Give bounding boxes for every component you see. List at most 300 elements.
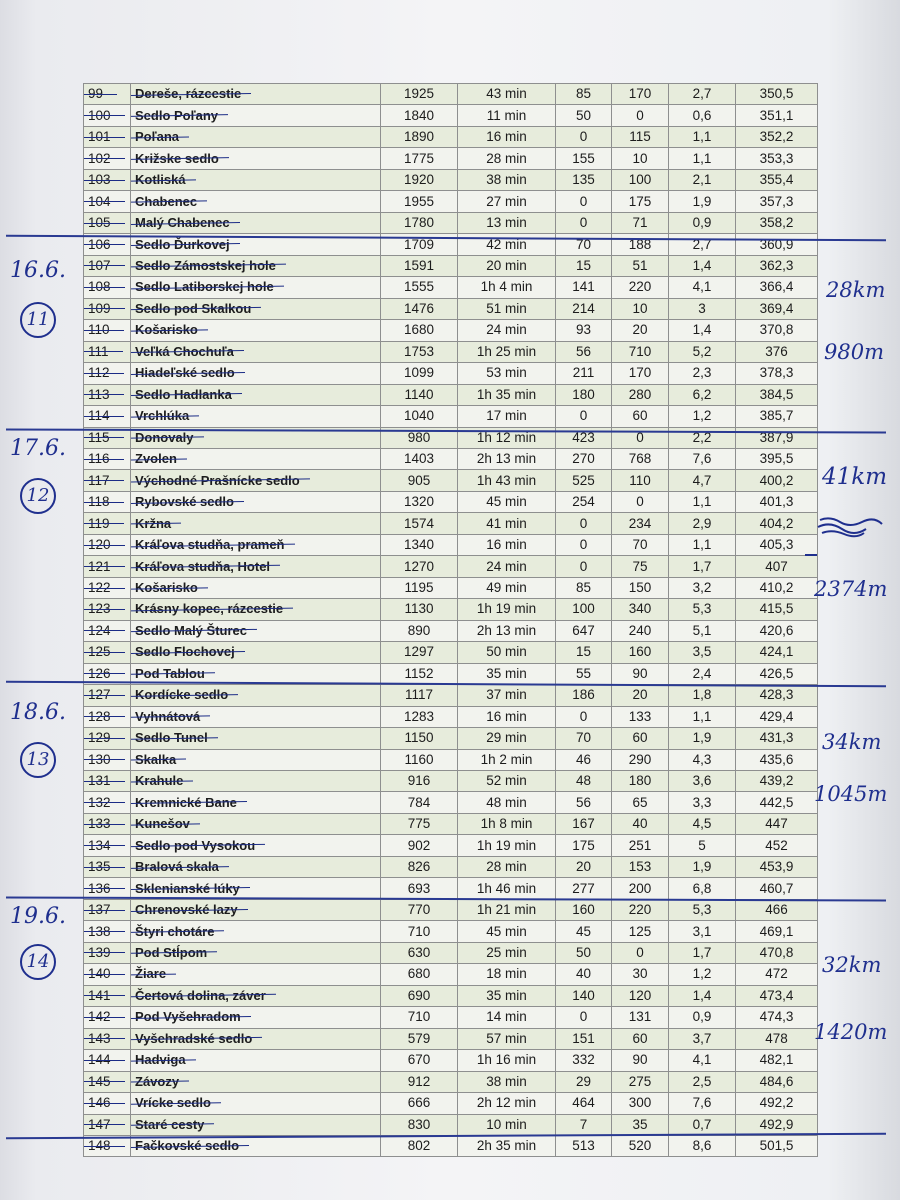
stage-number: 99 bbox=[88, 86, 104, 102]
walk-time: 2h 35 min bbox=[476, 1138, 537, 1154]
descent: 150 bbox=[628, 580, 652, 596]
distance: 0,9 bbox=[692, 215, 712, 231]
handwritten-day-number: 14 bbox=[20, 944, 56, 980]
cumulative-distance: 473,4 bbox=[759, 987, 794, 1003]
walk-time: 1h 46 min bbox=[476, 880, 537, 896]
distance: 0,6 bbox=[692, 107, 712, 123]
descent: 300 bbox=[628, 1095, 652, 1111]
place-name: Rybovské sedlo bbox=[135, 494, 234, 510]
walk-time: 28 min bbox=[486, 150, 527, 166]
handwritten-ascent: 980m bbox=[824, 340, 884, 364]
cumulative-distance: 350,5 bbox=[759, 86, 794, 102]
place-name: Krahule bbox=[135, 773, 184, 789]
walk-time: 25 min bbox=[486, 944, 527, 960]
cumulative-distance: 453,9 bbox=[759, 859, 794, 875]
cumulative-distance: 420,6 bbox=[759, 622, 794, 638]
descent: 220 bbox=[628, 902, 652, 918]
cumulative-distance: 415,5 bbox=[759, 601, 794, 617]
descent: 20 bbox=[632, 322, 648, 338]
place-name: Kunešov bbox=[135, 816, 190, 832]
descent: 133 bbox=[628, 708, 652, 724]
ascent: 423 bbox=[572, 429, 595, 445]
elevation: 1955 bbox=[403, 193, 435, 209]
distance: 1,9 bbox=[692, 193, 712, 209]
cumulative-distance: 407 bbox=[765, 558, 788, 574]
descent: 180 bbox=[628, 773, 652, 789]
stage-number: 106 bbox=[88, 236, 111, 252]
ascent: 0 bbox=[579, 215, 588, 231]
descent: 51 bbox=[632, 257, 648, 273]
stage-number: 145 bbox=[88, 1073, 111, 1089]
ascent: 50 bbox=[575, 107, 592, 123]
place-name: Poľana bbox=[135, 129, 180, 145]
stage-number: 105 bbox=[88, 215, 111, 231]
walk-time: 1h 4 min bbox=[480, 279, 533, 295]
ascent: 277 bbox=[572, 880, 595, 896]
cumulative-distance: 401,3 bbox=[759, 494, 794, 510]
descent: 240 bbox=[628, 622, 652, 638]
elevation: 1040 bbox=[403, 408, 435, 424]
stage-number: 102 bbox=[88, 150, 111, 166]
descent: 90 bbox=[632, 1052, 648, 1068]
walk-time: 35 min bbox=[486, 987, 527, 1003]
walk-time: 1h 19 min bbox=[476, 837, 537, 853]
walk-time: 2h 13 min bbox=[476, 622, 537, 638]
ascent: 29 bbox=[575, 1073, 592, 1089]
elevation: 1403 bbox=[403, 451, 435, 467]
cumulative-distance: 472 bbox=[765, 966, 788, 982]
place-name: Dereše, rázcestie bbox=[135, 86, 242, 102]
stage-number: 121 bbox=[88, 558, 111, 574]
cumulative-distance: 429,4 bbox=[759, 708, 794, 724]
ascent: 56 bbox=[575, 343, 592, 359]
elevation: 680 bbox=[407, 966, 431, 982]
distance: 1,9 bbox=[692, 730, 712, 746]
ascent: 160 bbox=[572, 902, 595, 918]
ascent: 15 bbox=[575, 644, 592, 660]
distance: 1,7 bbox=[692, 944, 712, 960]
stage-number: 126 bbox=[88, 665, 111, 681]
elevation: 666 bbox=[407, 1095, 431, 1111]
descent: 0 bbox=[636, 107, 644, 123]
stage-number: 144 bbox=[88, 1052, 111, 1068]
distance: 4,1 bbox=[692, 279, 712, 295]
walk-time: 1h 12 min bbox=[476, 429, 537, 445]
elevation: 1130 bbox=[404, 601, 434, 617]
descent: 234 bbox=[628, 515, 652, 531]
elevation: 1195 bbox=[404, 580, 434, 596]
elevation: 802 bbox=[407, 1138, 431, 1154]
place-name: Kráľova studňa, prameň bbox=[135, 537, 285, 553]
cumulative-distance: 352,2 bbox=[759, 129, 794, 145]
walk-time: 27 min bbox=[486, 193, 527, 209]
descent: 710 bbox=[628, 343, 652, 359]
walk-time: 17 min bbox=[486, 408, 527, 424]
walk-time: 1h 19 min bbox=[476, 601, 537, 617]
handwritten-ascent: 2374m bbox=[814, 577, 888, 601]
stage-number: 130 bbox=[88, 751, 111, 767]
elevation: 710 bbox=[407, 923, 431, 939]
ascent: 70 bbox=[575, 730, 592, 746]
ascent: 48 bbox=[575, 773, 592, 789]
handwritten-day-number: 13 bbox=[20, 742, 56, 778]
distance: 1,4 bbox=[692, 257, 712, 273]
handwritten-distance: 28km bbox=[826, 278, 886, 302]
descent: 110 bbox=[629, 472, 651, 488]
cumulative-distance: 369,4 bbox=[759, 300, 794, 316]
ascent: 525 bbox=[572, 472, 595, 488]
ascent: 332 bbox=[572, 1052, 595, 1068]
descent: 60 bbox=[632, 408, 648, 424]
cumulative-distance: 353,3 bbox=[759, 150, 794, 166]
stage-number: 116 bbox=[88, 451, 110, 467]
ascent: 70 bbox=[575, 236, 592, 252]
place-name: Fačkovské sedlo bbox=[135, 1138, 240, 1154]
walk-time: 43 min bbox=[486, 86, 527, 102]
handwritten-day-number: 11 bbox=[20, 302, 56, 338]
descent: 0 bbox=[636, 944, 644, 960]
distance: 2,7 bbox=[692, 86, 712, 102]
stage-number: 133 bbox=[88, 816, 111, 832]
place-name: Sedlo Ďurkovej bbox=[135, 236, 230, 252]
stage-number: 112 bbox=[88, 365, 110, 381]
ascent: 464 bbox=[572, 1095, 595, 1111]
distance: 3,5 bbox=[692, 644, 712, 660]
distance: 2,2 bbox=[692, 429, 712, 445]
stage-number: 124 bbox=[88, 622, 111, 638]
walk-time: 2h 13 min bbox=[476, 451, 537, 467]
elevation: 690 bbox=[407, 987, 431, 1003]
cumulative-distance: 366,4 bbox=[759, 279, 794, 295]
cumulative-distance: 378,3 bbox=[759, 365, 794, 381]
distance: 1,7 bbox=[692, 558, 712, 574]
walk-time: 51 min bbox=[486, 300, 527, 316]
walk-time: 16 min bbox=[486, 537, 527, 553]
cumulative-distance: 385,7 bbox=[759, 408, 794, 424]
ascent: 155 bbox=[572, 150, 595, 166]
walk-time: 18 min bbox=[486, 966, 527, 982]
cumulative-distance: 460,7 bbox=[759, 880, 794, 896]
cumulative-distance: 492,9 bbox=[759, 1116, 794, 1132]
place-name: Skalka bbox=[135, 751, 177, 767]
place-name: Vrchlúka bbox=[135, 408, 190, 424]
descent: 40 bbox=[632, 816, 648, 832]
stage-number: 140 bbox=[88, 966, 111, 982]
walk-time: 1h 43 min bbox=[476, 472, 537, 488]
descent: 0 bbox=[636, 494, 644, 510]
descent: 170 bbox=[628, 86, 652, 102]
cumulative-distance: 405,3 bbox=[759, 537, 794, 553]
ascent: 151 bbox=[572, 1030, 595, 1046]
place-name: Pod Tablou bbox=[135, 665, 205, 681]
ascent: 211 bbox=[572, 365, 595, 381]
ascent: 0 bbox=[579, 193, 588, 209]
place-name: Košarisko bbox=[135, 322, 198, 338]
stage-number: 135 bbox=[88, 859, 111, 875]
cumulative-distance: 474,3 bbox=[759, 1009, 794, 1025]
distance: 4,7 bbox=[692, 472, 712, 488]
distance: 1,1 bbox=[692, 537, 712, 553]
place-name: Čertová dolina, záver bbox=[135, 987, 266, 1003]
descent: 290 bbox=[628, 751, 652, 767]
elevation: 1709 bbox=[403, 236, 435, 252]
cumulative-distance: 362,3 bbox=[759, 257, 794, 273]
walk-time: 24 min bbox=[486, 322, 527, 338]
descent: 153 bbox=[628, 859, 652, 875]
handwritten-ascent: 1045m bbox=[814, 782, 888, 806]
cumulative-distance: 428,3 bbox=[759, 687, 794, 703]
distance: 2,5 bbox=[692, 1073, 712, 1089]
walk-time: 16 min bbox=[486, 708, 527, 724]
walk-time: 48 min bbox=[486, 794, 527, 810]
cumulative-distance: 431,3 bbox=[759, 730, 794, 746]
place-name: Krásny kopec, rázcestie bbox=[135, 601, 284, 617]
descent: 768 bbox=[628, 451, 652, 467]
place-name: Sedlo pod Skalkou bbox=[135, 300, 252, 316]
descent: 20 bbox=[632, 687, 648, 703]
descent: 0 bbox=[636, 429, 644, 445]
descent: 60 bbox=[632, 1030, 648, 1046]
elevation: 670 bbox=[407, 1052, 431, 1068]
cumulative-distance: 387,9 bbox=[759, 429, 794, 445]
walk-time: 1h 2 min bbox=[480, 751, 533, 767]
walk-time: 50 min bbox=[486, 644, 527, 660]
stage-number: 132 bbox=[88, 794, 111, 810]
descent: 220 bbox=[628, 279, 652, 295]
walk-time: 28 min bbox=[486, 859, 527, 875]
descent: 175 bbox=[628, 193, 652, 209]
elevation: 1297 bbox=[403, 644, 435, 660]
elevation: 1270 bbox=[403, 558, 435, 574]
stage-number: 139 bbox=[88, 944, 111, 960]
elevation: 1680 bbox=[403, 322, 435, 338]
distance: 3 bbox=[698, 300, 706, 316]
distance: 2,7 bbox=[692, 236, 712, 252]
elevation: 1099 bbox=[403, 365, 435, 381]
distance: 3,1 bbox=[692, 923, 712, 939]
stage-number: 113 bbox=[88, 386, 110, 402]
distance: 5,2 bbox=[692, 343, 712, 359]
ascent: 0 bbox=[579, 708, 588, 724]
distance: 1,2 bbox=[692, 408, 712, 424]
descent: 251 bbox=[628, 837, 652, 853]
stage-number: 128 bbox=[88, 708, 111, 724]
place-name: Sedlo Poľany bbox=[135, 107, 219, 123]
stage-number: 103 bbox=[88, 172, 111, 188]
walk-time: 49 min bbox=[486, 580, 527, 596]
ascent: 20 bbox=[575, 859, 592, 875]
place-name: Vyhnátová bbox=[135, 708, 201, 724]
distance: 1,1 bbox=[692, 150, 712, 166]
elevation: 830 bbox=[407, 1116, 431, 1132]
walk-time: 45 min bbox=[486, 494, 527, 510]
place-name: Kráľova studňa, Hotel bbox=[135, 558, 271, 574]
ascent: 0 bbox=[579, 558, 588, 574]
stage-number: 131 bbox=[88, 773, 111, 789]
place-name: Sedlo Zámostskej hole bbox=[135, 257, 276, 273]
place-name: Chrenovské lazy bbox=[135, 902, 238, 918]
cumulative-distance: 376 bbox=[765, 343, 788, 359]
cumulative-distance: 395,5 bbox=[759, 451, 794, 467]
elevation: 1925 bbox=[403, 86, 435, 102]
stage-number: 104 bbox=[88, 193, 111, 209]
place-name: Kordícke sedlo bbox=[135, 687, 229, 703]
elevation: 1920 bbox=[403, 172, 435, 188]
distance: 0,9 bbox=[692, 1009, 712, 1025]
handwritten-day-number: 12 bbox=[20, 478, 56, 514]
stage-number: 138 bbox=[88, 923, 111, 939]
ascent: 0 bbox=[579, 129, 588, 145]
elevation: 1840 bbox=[403, 107, 435, 123]
elevation: 890 bbox=[407, 622, 431, 638]
elevation: 1780 bbox=[403, 215, 435, 231]
walk-time: 11 min bbox=[486, 107, 527, 123]
ascent: 100 bbox=[572, 601, 595, 617]
place-name: Kotliská bbox=[135, 172, 186, 188]
cumulative-distance: 351,1 bbox=[759, 107, 794, 123]
elevation: 916 bbox=[407, 773, 431, 789]
ascent: 175 bbox=[572, 837, 595, 853]
stage-number: 115 bbox=[88, 429, 110, 445]
descent: 10 bbox=[632, 150, 648, 166]
place-name: Pod Stĺpom bbox=[135, 944, 208, 960]
descent: 70 bbox=[632, 537, 648, 553]
distance: 4,3 bbox=[692, 751, 712, 767]
elevation: 902 bbox=[407, 837, 431, 853]
place-name: Sedlo Malý Šturec bbox=[135, 622, 247, 638]
cumulative-distance: 355,4 bbox=[759, 172, 794, 188]
walk-time: 45 min bbox=[486, 923, 527, 939]
handwritten-date: 19.6. bbox=[10, 904, 66, 929]
distance: 7,6 bbox=[692, 451, 712, 467]
distance: 5,3 bbox=[692, 902, 712, 918]
ascent: 135 bbox=[572, 172, 595, 188]
ascent: 7 bbox=[579, 1116, 588, 1132]
descent: 71 bbox=[632, 215, 648, 231]
descent: 200 bbox=[628, 880, 652, 896]
elevation: 1591 bbox=[403, 257, 435, 273]
place-name: Pod Vyšehradom bbox=[135, 1009, 241, 1025]
distance: 2,3 bbox=[692, 365, 712, 381]
walk-time: 42 min bbox=[486, 236, 527, 252]
handwritten-date: 16.6. bbox=[10, 258, 66, 283]
cumulative-distance: 470,8 bbox=[759, 944, 794, 960]
stage-number: 111 bbox=[88, 343, 109, 359]
descent: 35 bbox=[632, 1116, 648, 1132]
elevation: 784 bbox=[407, 794, 431, 810]
stage-number: 146 bbox=[88, 1095, 111, 1111]
distance: 4,5 bbox=[692, 816, 712, 832]
walk-time: 16 min bbox=[486, 129, 527, 145]
ascent: 167 bbox=[572, 816, 595, 832]
distance: 5,3 bbox=[692, 601, 712, 617]
distance: 5 bbox=[698, 837, 706, 853]
ascent: 270 bbox=[572, 451, 595, 467]
ascent: 141 bbox=[572, 279, 595, 295]
cumulative-distance: 358,2 bbox=[759, 215, 794, 231]
ascent: 0 bbox=[579, 537, 588, 553]
place-name: Hadviga bbox=[135, 1052, 186, 1068]
distance: 8,6 bbox=[692, 1138, 712, 1154]
elevation: 1753 bbox=[403, 343, 435, 359]
place-name: Zvolen bbox=[135, 451, 177, 467]
descent: 125 bbox=[628, 923, 652, 939]
place-name: Malý Chabenec bbox=[135, 215, 230, 231]
elevation: 1340 bbox=[403, 537, 435, 553]
stage-number: 147 bbox=[88, 1116, 111, 1132]
elevation: 1476 bbox=[403, 300, 435, 316]
walk-time: 41 min bbox=[486, 515, 527, 531]
walk-time: 10 min bbox=[486, 1116, 527, 1132]
stage-number: 120 bbox=[88, 537, 111, 553]
place-name: Vyšehradské sedlo bbox=[135, 1030, 253, 1046]
stage-number: 117 bbox=[88, 472, 110, 488]
stage-number: 142 bbox=[88, 1009, 111, 1025]
stage-number: 129 bbox=[88, 730, 111, 746]
ascent: 93 bbox=[575, 322, 592, 338]
walk-time: 57 min bbox=[486, 1030, 527, 1046]
cumulative-distance: 439,2 bbox=[759, 773, 794, 789]
elevation: 579 bbox=[407, 1030, 431, 1046]
place-name: Veľká Chochuľa bbox=[135, 343, 234, 359]
place-name: Križske sedlo bbox=[135, 150, 219, 166]
walk-time: 37 min bbox=[486, 687, 527, 703]
place-name: Sklenianské lúky bbox=[135, 880, 240, 896]
elevation: 1890 bbox=[403, 129, 435, 145]
cumulative-distance: 435,6 bbox=[759, 751, 794, 767]
distance: 6,2 bbox=[692, 386, 712, 402]
walk-time: 20 min bbox=[486, 257, 527, 273]
handwritten-distance: 41km bbox=[822, 464, 888, 490]
cumulative-distance: 400,2 bbox=[759, 472, 794, 488]
descent: 65 bbox=[632, 794, 648, 810]
elevation: 1117 bbox=[404, 687, 434, 703]
walk-time: 53 min bbox=[486, 365, 527, 381]
ascent: 85 bbox=[575, 580, 592, 596]
ascent: 50 bbox=[575, 944, 592, 960]
elevation: 1140 bbox=[404, 386, 434, 402]
cumulative-distance: 410,2 bbox=[759, 580, 794, 596]
ascent: 55 bbox=[575, 665, 592, 681]
walk-time: 24 min bbox=[486, 558, 527, 574]
stage-number: 110 bbox=[88, 322, 110, 338]
descent: 60 bbox=[632, 730, 648, 746]
distance: 2,4 bbox=[692, 665, 712, 681]
cumulative-distance: 357,3 bbox=[759, 193, 794, 209]
walk-time: 52 min bbox=[486, 773, 527, 789]
walk-time: 1h 35 min bbox=[476, 386, 537, 402]
place-name: Kržna bbox=[135, 515, 172, 531]
elevation: 1150 bbox=[404, 730, 434, 746]
distance: 1,1 bbox=[692, 129, 712, 145]
walk-time: 1h 8 min bbox=[480, 816, 533, 832]
descent: 10 bbox=[632, 300, 648, 316]
stage-number: 118 bbox=[88, 494, 110, 510]
cumulative-distance: 404,2 bbox=[759, 515, 794, 531]
ascent: 46 bbox=[575, 751, 592, 767]
descent: 115 bbox=[629, 129, 651, 145]
walk-time: 38 min bbox=[486, 1073, 527, 1089]
cumulative-distance: 384,5 bbox=[759, 386, 794, 402]
distance: 3,2 bbox=[692, 580, 712, 596]
descent: 30 bbox=[632, 966, 648, 982]
handwritten-date: 17.6. bbox=[10, 436, 66, 461]
ascent: 45 bbox=[575, 923, 592, 939]
descent: 120 bbox=[628, 987, 652, 1003]
elevation: 775 bbox=[407, 816, 431, 832]
ascent: 513 bbox=[572, 1138, 595, 1154]
ascent: 40 bbox=[575, 966, 592, 982]
